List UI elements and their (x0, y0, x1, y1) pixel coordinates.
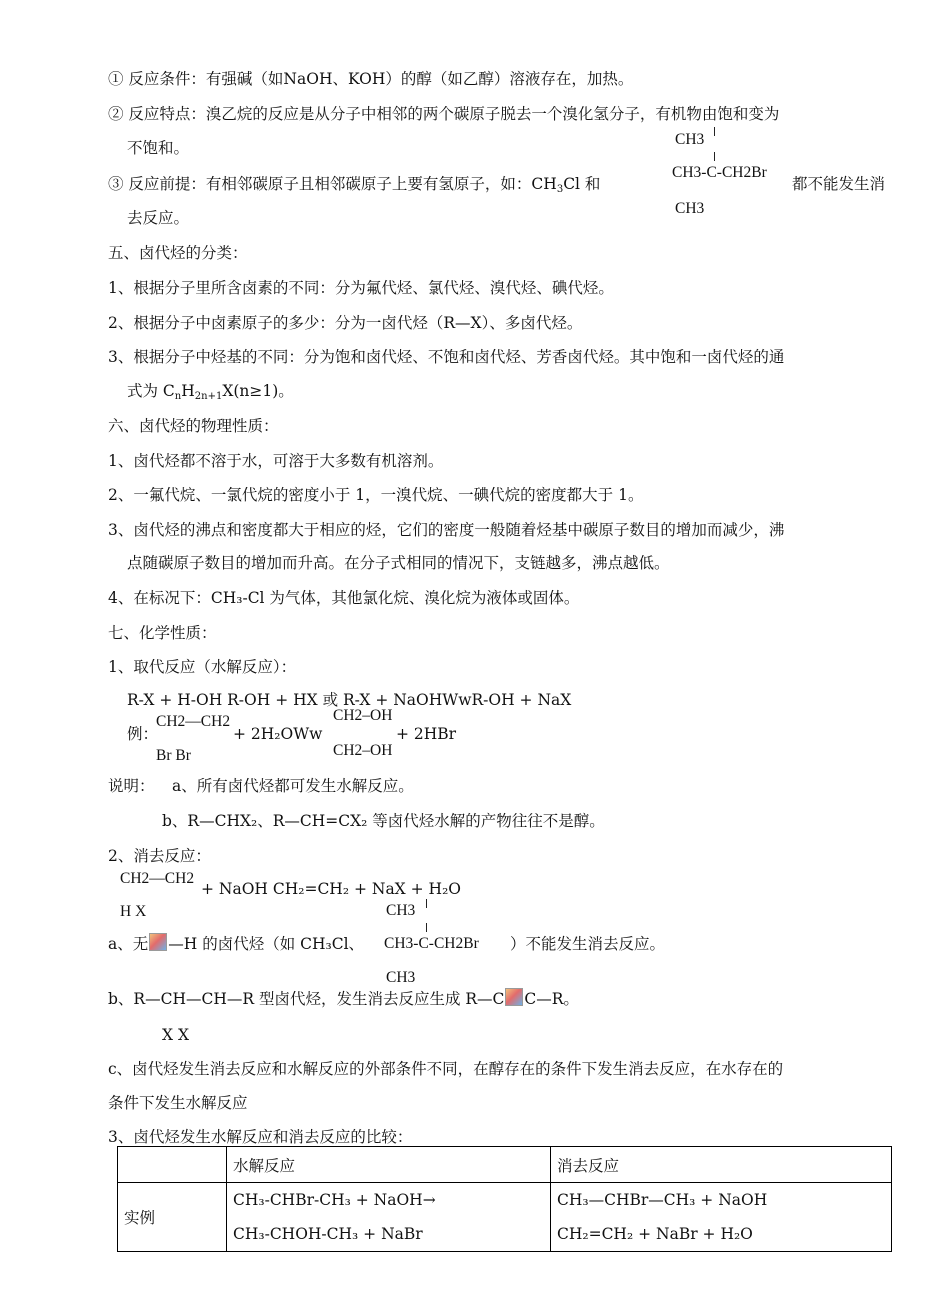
broken-image-icon (505, 988, 523, 1006)
bond-tick (426, 899, 427, 908)
example-middle: + 2H₂OWw (233, 725, 323, 743)
premise-tail: 都不能发生消 (792, 175, 886, 193)
feature-line: ② 反应特点：溴乙烷的反应是从分子中相邻的两个碳原子脱去一个溴化氢分子，有机物由饱和变为 (108, 105, 780, 123)
struct-ch3-top-2: CH3 (386, 902, 416, 919)
example-label: 例： (127, 725, 159, 743)
struct-ch2oh-top: CH2–OH (333, 707, 393, 724)
example-right: + 2HBr (396, 725, 457, 743)
struct-ch3-bottom: CH3 (675, 200, 705, 217)
note-label: 说明： (108, 777, 155, 795)
elim-note-a-tail: ）不能发生消去反应。 (510, 935, 666, 953)
table-header-empty (118, 1147, 227, 1183)
bond-tick (426, 923, 427, 932)
broken-image-icon (149, 933, 167, 951)
premise-line: ③ 反应前提：有相邻碳原子且相邻碳原子上要有氢原子，如：$CH_3Cl$ 和 (108, 175, 601, 195)
section-6-heading: 六、卤代烃的物理性质： (108, 417, 279, 435)
elimination-equation: + NaOH CH₂=CH₂ + NaX + H₂O (201, 880, 461, 898)
elim-note-a: a、无 —H 的卤代烃（如 CH₃Cl、 (108, 935, 365, 953)
struct-br-br: Br Br (156, 747, 191, 764)
premise-text-2: Cl 和 (563, 175, 601, 193)
bond-tick (714, 152, 715, 161)
struct-ch2-ch2-elim: CH2—CH2 (120, 870, 195, 887)
premise-cont: 去反应。 (127, 209, 190, 227)
struct-ch3-top: CH3 (675, 131, 705, 148)
struct-ch3-bottom-2: CH3 (386, 969, 416, 986)
comparison-heading: 3、卤代烃发生水解反应和消去反应的比较： (108, 1128, 413, 1146)
comparison-table (117, 1146, 892, 1252)
phys-item-1: 1、卤代烃都不溶于水，可溶于大多数有机溶剂。 (108, 452, 444, 470)
class-item-3-formula: 式为 $C_nH_{2n+1}X(n\ge 1)$。 (127, 382, 294, 402)
struct-ch2-ch2: CH2—CH2 (156, 713, 231, 730)
phys-item-4: 4、在标况下：CH₃-Cl 为气体，其他氯化烷、溴化烷为液体或固体。 (108, 589, 580, 607)
substitution-heading: 1、取代反应（水解反应）： (108, 658, 297, 676)
table-cell-hydrolysis: CH₃-CHBr-CH₃ + NaOH→ CH₃-CHOH-CH₃ + NaBr (227, 1183, 551, 1252)
struct-ch2oh-bottom: CH2–OH (333, 742, 393, 759)
feature-line-cont: 不饱和。 (127, 139, 190, 157)
note-b: b、R—CHX₂、R—CH=CX₂ 等卤代烃水解的产物往往不是醇。 (162, 812, 605, 830)
table-header-elimination: 消去反应 (551, 1147, 892, 1183)
elim-note-b: b、R—CH—CH—R 型卤代烃，发生消去反应生成 R—C C—R。 (108, 990, 579, 1008)
phys-item-3-cont: 点随碳原子数目的增加而升高。在分子式相同的情况下，支链越多，沸点越低。 (127, 554, 670, 572)
table-header-hydrolysis: 水解反应 (227, 1147, 551, 1183)
bond-tick (714, 127, 715, 136)
premise-text: ③ 反应前提：有相邻碳原子且相邻碳原子上要有氢原子，如：CH (108, 175, 557, 193)
phys-item-3: 3、卤代烃的沸点和密度都大于相应的烃，它们的密度一般随着烃基中碳原子数目的增加而减少，沸 (108, 521, 785, 539)
elim-note-b-sub: X X (162, 1026, 189, 1044)
elim-note-c-cont: 条件下发生水解反应 (108, 1094, 248, 1112)
phys-item-2: 2、一氟代烷、一氯代烷的密度小于 1，一溴代烷、一碘代烷的密度都大于 1。 (108, 486, 644, 504)
table-cell-elimination: CH₃—CHBr—CH₃ + NaOH CH₂=CH₂ + NaBr + H₂O (551, 1183, 892, 1252)
elim-note-c: c、卤代烃发生消去反应和水解反应的外部条件不同，在醇存在的条件下发生消去反应，在水存在的 (108, 1060, 784, 1078)
elimination-heading: 2、消去反应： (108, 847, 211, 865)
section-7-heading: 七、化学性质： (108, 624, 217, 642)
class-item-2: 2、根据分子中卤素原子的多少：分为一卤代烃（R—X）、多卤代烃。 (108, 314, 583, 332)
condition-line: ① 反应条件：有强碱（如NaOH、KOH）的醇（如乙醇）溶液存在，加热。 (108, 70, 634, 88)
hydrolysis-equation: R-X + H-OH R-OH + HX 或 R-X + NaOHWwR-OH + NaX (127, 691, 572, 709)
class-item-1: 1、根据分子里所含卤素的不同：分为氟代烃、氯代烃、溴代烃、碘代烃。 (108, 279, 614, 297)
section-5-heading: 五、卤代烃的分类： (108, 244, 248, 262)
struct-neopentyl: CH3-C-CH2Br (672, 164, 767, 181)
note-a: a、所有卤代烃都可发生水解反应。 (172, 777, 414, 795)
class-item-3: 3、根据分子中烃基的不同：分为饱和卤代烃、不饱和卤代烃、芳香卤代烃。其中饱和一卤代烃的通 (108, 348, 785, 366)
table-row-label: 实例 (118, 1183, 227, 1252)
struct-h-x: H X (120, 903, 147, 920)
struct-neopentyl-2: CH3-C-CH2Br (384, 935, 479, 952)
